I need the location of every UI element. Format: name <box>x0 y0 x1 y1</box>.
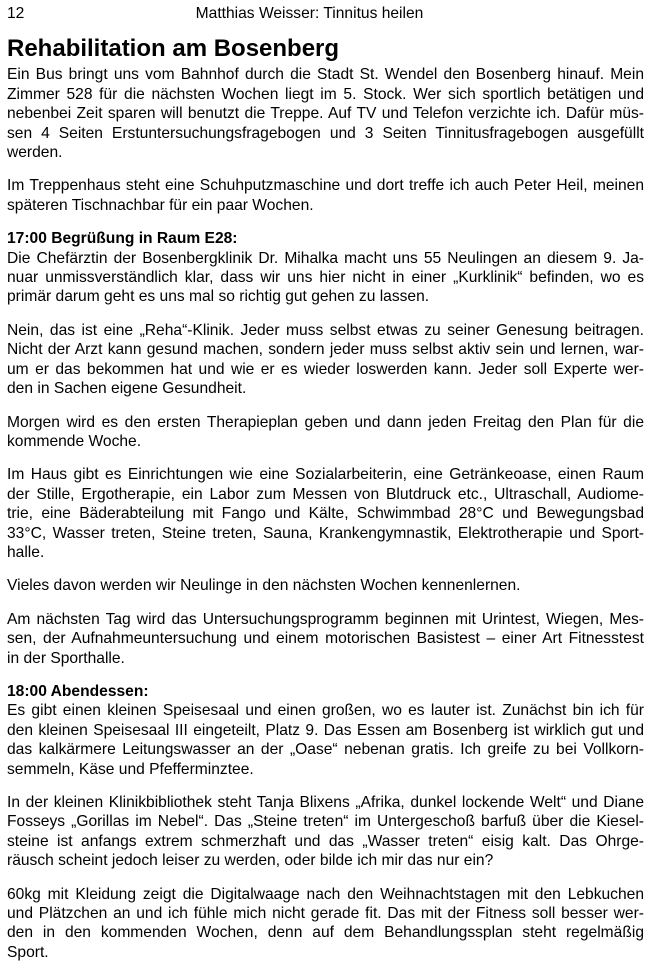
text-line: räusch scheint jedoch leiser zu werden, oder bilde ich mir das nur ein? <box>7 852 494 870</box>
text-line: das kalkärmere Leitungswasser an der „Oase“ nebenan gratis. Ich greife zu bei Vollkorn- <box>7 741 644 759</box>
paragraph <box>7 465 644 562</box>
running-title: Matthias Weisser: Tinnitus heilen <box>195 5 424 22</box>
paragraph <box>7 793 644 871</box>
running-header <box>7 4 644 23</box>
text-line: um er das bekommen hat und wie er es wieder loswerden kann. Jeder soll Experte wer- <box>7 360 644 378</box>
text-line: Nein, das ist eine „Reha“-Klinik. Jeder muss selbst etwas zu seiner Genesung beitragen. <box>7 321 644 339</box>
text-line: Im Treppenhaus steht eine Schuhputzmaschine und dort treffe ich auch Peter Heil, meinen <box>7 177 644 195</box>
page-number: 12 <box>7 5 25 22</box>
text-line: Nicht der Arzt kann gesund machen, sondern jeder muss selbst aktiv sein und lernen, war- <box>7 341 644 359</box>
paragraph <box>7 176 644 215</box>
text-line: nebenbei Zeit sparen will benutzt die Treppe. Auf TV und Telefon verzichte ich. Dafür müs- <box>7 105 644 123</box>
text-line: Ein Bus bringt uns vom Bahnhof durch die Stadt St. Wendel den Bosenberg hinauf. Mein <box>7 66 644 84</box>
text-line: 60kg mit Kleidung zeigt die Digitalwaage nach den Weihnachtstagen mit den Lebkuchen <box>7 885 644 903</box>
text-line: primär darum geht es uns mal so richtig gut gehen zu lassen. <box>7 288 430 306</box>
paragraph <box>7 321 644 399</box>
section-subheading: 17:00 Begrüßung in Raum E28: <box>7 230 238 248</box>
paragraph <box>7 249 644 307</box>
section-subheading: 18:00 Abendessen: <box>7 682 149 700</box>
text-line: Am nächsten Tag wird das Untersuchungsprogramm beginnen mit Urintest, Wiegen, Mes- <box>7 610 644 628</box>
text-line: späteren Tischnachbar für ein paar Wochen. <box>7 196 314 214</box>
text-line: trie, eine Bäderabteilung mit Fango und Kälte, Schwimmbad 28°C und Bewegungsbad <box>7 505 644 523</box>
paragraph <box>7 65 644 162</box>
text-line: sen, der Aufnahmeuntersuchung und einem motorischen Basistest – einer Art Fitnesstest <box>7 630 644 648</box>
paragraph <box>7 576 644 595</box>
text-line: In der kleinen Klinikbibliothek steht Tanja Blixens „Afrika, dunkel lockende Welt“ und Diane <box>7 794 644 811</box>
text-line: der Stille, Ergotherapie, ein Labor zum Messen von Blutdruck etc., Ultraschall, Audiome- <box>7 485 644 503</box>
document-body <box>7 65 644 962</box>
text-line: sen 4 Seiten Erstuntersuchungsfragebogen und 3 Seiten Tinnitusfragebogen ausgefüllt <box>7 124 644 142</box>
text-line: kommende Woche. <box>7 432 142 450</box>
text-line: in der Sporthalle. <box>7 649 125 667</box>
text-line: werden. <box>7 144 63 162</box>
text-line: den kleinen Speisesaal III eingeteilt, Platz 9. Das Essen am Bosenberg ist wirklich gut und <box>7 721 644 739</box>
paragraph <box>7 413 644 452</box>
text-line: Zimmer 528 für die nächsten Wochen liegt im 5. Stock. Wer sich sportlich betätigen und <box>7 85 644 103</box>
text-line: 33°C, Wasser treten, Steine treten, Sauna, Krankengymnastik, Elektrotherapie und Sport- <box>7 524 644 542</box>
text-line: Die Chefärztin der Bosenbergklinik Dr. Mihalka macht uns 55 Neulingen an diesem 9. Ja- <box>7 249 644 267</box>
text-line: nuar unmissverständlich klar, dass wir uns hier nicht in einer „Kurklinik“ befinden, wo es <box>7 269 644 287</box>
paragraph <box>7 610 644 668</box>
text-line: halle. <box>7 543 45 561</box>
text-line: Es gibt einen kleinen Speisesaal und einen großen, wo es lauter ist. Zunächst bin ich für <box>7 702 644 720</box>
text-line: den in den kommenden Wochen, denn auf dem Behandlungssplan steht regelmäßig <box>7 924 644 942</box>
text-line: den in Sachen eigene Gesundheit. <box>7 380 247 398</box>
paragraph <box>7 701 644 779</box>
text-line: Fosseys „Gorillas im Nebel“. Das „Steine treten“ im Untergeschoß barfuß über die Kiesel- <box>7 813 644 831</box>
paragraph <box>7 885 644 963</box>
text-line: semmeln, Käse und Pfefferminztee. <box>7 760 254 778</box>
document-title: Rehabilitation am Bosenberg <box>7 35 340 63</box>
text-line: steine ist anfangs extrem schmerzhaft und das „Wasser treten“ eisig kalt. Das Ohrge- <box>7 832 644 850</box>
text-line: Morgen wird es den ersten Therapieplan geben und dann jeden Freitag den Plan für die <box>7 413 644 431</box>
text-line: Im Haus gibt es Einrichtungen wie eine Sozialarbeiterin, eine Getränkeoase, einen Raum <box>7 466 644 484</box>
text-line: Vieles davon werden wir Neulinge in den nächsten Wochen kennenlernen. <box>7 577 521 595</box>
text-line: Sport. <box>7 943 49 961</box>
text-line: und Plätzchen an und ich fühle mich nicht gerade fit. Das mit der Fitness soll besser wer- <box>7 905 644 923</box>
